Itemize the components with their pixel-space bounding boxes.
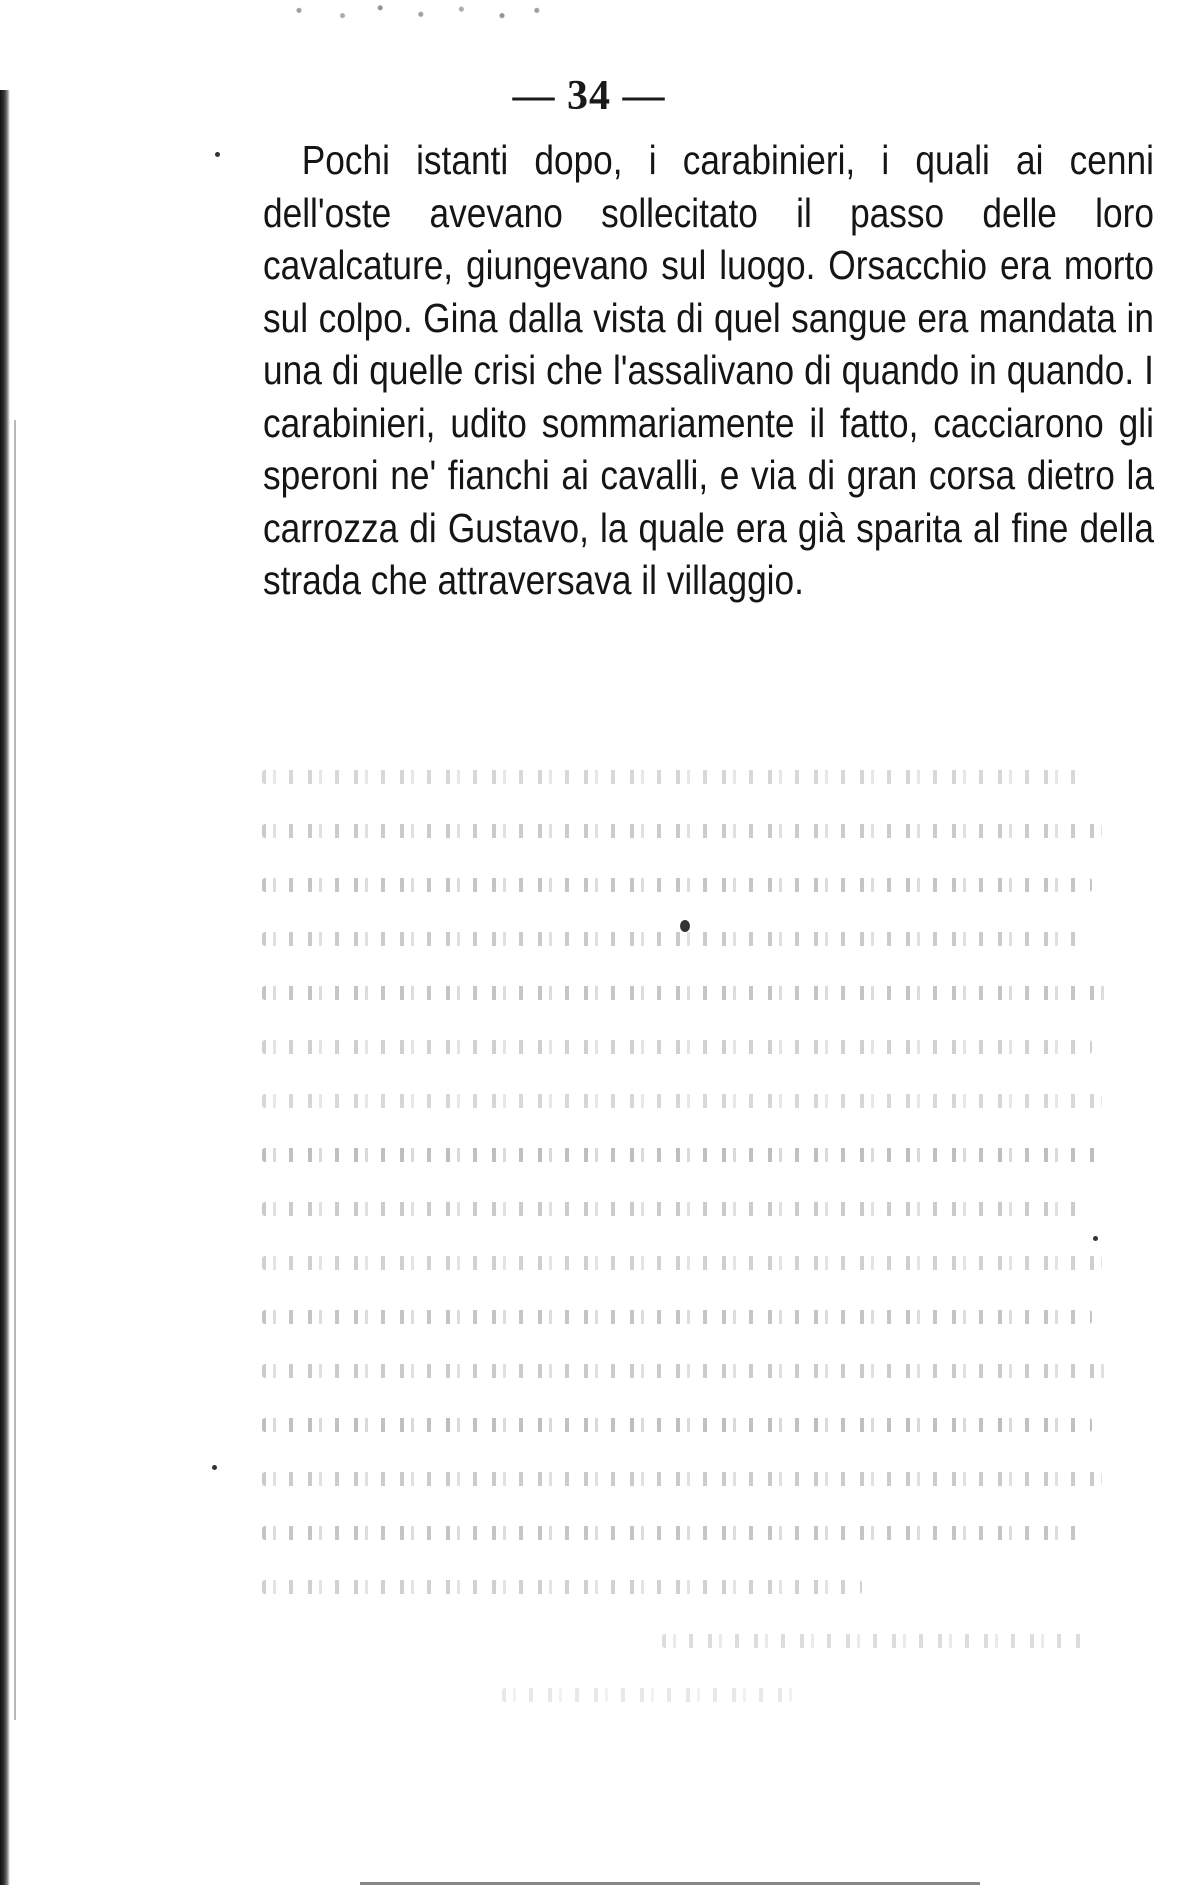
page-number: — 34 — bbox=[512, 73, 666, 119]
bleed-line bbox=[262, 1202, 1082, 1216]
binding-shadow bbox=[0, 90, 10, 1885]
ink-speck bbox=[212, 1465, 217, 1470]
bleed-line bbox=[662, 1634, 1082, 1648]
bleed-line bbox=[262, 1148, 1097, 1162]
body-text bbox=[263, 134, 1154, 607]
bleed-through-noise-top bbox=[270, 0, 560, 26]
bleed-line bbox=[262, 878, 1092, 892]
ink-speck bbox=[680, 920, 690, 932]
bleed-line bbox=[262, 1418, 1092, 1432]
bleed-line bbox=[262, 1526, 1082, 1540]
bleed-line bbox=[262, 986, 1107, 1000]
bleed-line bbox=[262, 1040, 1092, 1054]
bleed-line bbox=[262, 932, 1082, 946]
paragraph: Pochi istanti dopo, i carabinieri, i quali ai cenni dell'oste avevano sollecitato il passo delle loro cavalcature, giungevano sul luogo. Orsacchio era morto sul colpo. Gina dalla vista di quel sangue era mandata in una di quelle crisi che l'assalivano di quando in quando. I carabinieri, udito sommariamente il fatto, cacciarono gli speroni ne' fianchi ai cavalli, e via di gran corsa dietro la carrozza di Gustavo, la quale era già sparita al fine della strada che attraversava il villaggio. bbox=[263, 137, 1154, 603]
bleed-line bbox=[262, 1094, 1102, 1108]
binding-line bbox=[14, 420, 16, 1720]
ink-speck bbox=[1093, 1236, 1098, 1241]
bleed-line bbox=[262, 770, 1082, 784]
bleed-line bbox=[262, 1256, 1102, 1270]
ink-speck bbox=[215, 152, 220, 157]
bleed-line bbox=[502, 1688, 802, 1702]
bleed-line bbox=[262, 1472, 1102, 1486]
bleed-line bbox=[262, 1310, 1092, 1324]
page-bottom-edge bbox=[360, 1882, 980, 1885]
bleed-through-text-area bbox=[262, 760, 1112, 1760]
bleed-line bbox=[262, 1580, 862, 1594]
bleed-line bbox=[262, 824, 1102, 838]
bleed-line bbox=[262, 1364, 1107, 1378]
